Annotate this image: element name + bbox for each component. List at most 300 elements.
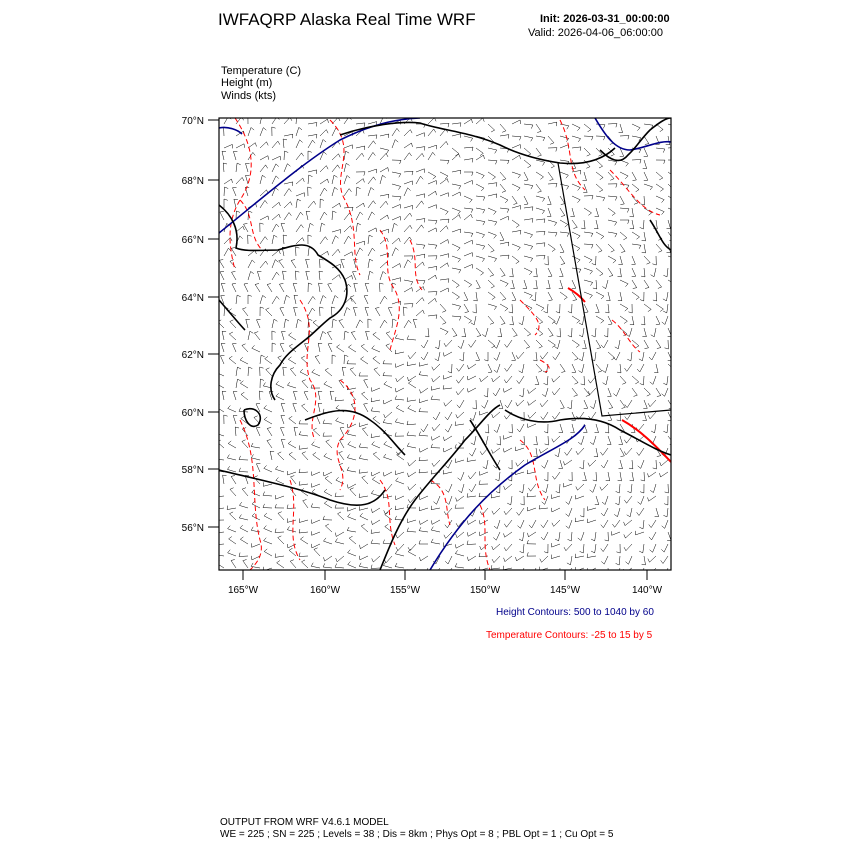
wind-barb (428, 145, 437, 149)
wind-barb (559, 268, 563, 277)
wind-barb (552, 472, 560, 479)
wind-barb (260, 128, 266, 136)
wind-barb (464, 232, 473, 237)
wind-barb (416, 225, 424, 232)
wind-barb (476, 232, 485, 238)
wind-barb (500, 242, 509, 246)
wind-barb (649, 352, 656, 360)
wind-barb (419, 540, 428, 544)
wind-barb (300, 537, 308, 544)
wind-barb (287, 505, 296, 509)
wind-barb (607, 436, 611, 445)
wind-barb (308, 187, 312, 196)
wind-barb (642, 556, 646, 565)
wind-barb (548, 328, 553, 337)
wind-barb (639, 352, 644, 361)
wind-barb (368, 235, 373, 244)
wind-barb (604, 328, 608, 337)
wind-barb (462, 328, 466, 337)
model-info-line2: WE = 225 ; SN = 225 ; Levels = 38 ; Dis = 8km ; Phys Opt = 8 ; PBL Opt = 1 ; Cu Opt = 5 (220, 829, 614, 840)
wind-barb (260, 295, 266, 304)
wind-barb (328, 283, 332, 292)
wind-barb (452, 268, 461, 273)
wind-barb (419, 408, 428, 412)
wind-barb (524, 232, 533, 238)
wind-barb (395, 506, 404, 510)
wind-barb (407, 432, 416, 436)
wind-barb (507, 496, 512, 505)
wind-barb (371, 520, 380, 525)
wind-barb (644, 148, 648, 157)
wind-barb (404, 304, 413, 308)
wind-barb (383, 472, 392, 476)
wind-barb (624, 448, 632, 455)
wind-barb (236, 163, 241, 172)
wind-barb (432, 364, 440, 370)
wind-barb (332, 275, 340, 280)
wind-barb (264, 465, 272, 472)
wind-barb (308, 134, 317, 138)
wind-barb (224, 144, 233, 148)
wind-barb (608, 316, 612, 325)
wind-barb (306, 271, 310, 280)
wind-barb (392, 160, 401, 164)
wind-barb (503, 566, 512, 570)
wind-barb (588, 388, 596, 395)
wind-barb (408, 544, 416, 551)
wind-barb (455, 550, 464, 556)
wind-barb (440, 172, 448, 179)
wind-barb (640, 484, 644, 493)
wind-barb (494, 340, 500, 348)
wind-barb (432, 424, 440, 431)
wind-barb (260, 200, 267, 208)
wind-barb (455, 459, 464, 463)
wind-barb (419, 371, 428, 376)
wind-barb (416, 201, 424, 208)
wind-barb (372, 346, 380, 353)
wind-barb (431, 520, 440, 524)
wind-barb (656, 244, 662, 252)
wind-barb (488, 256, 497, 262)
wind-barb (380, 296, 387, 304)
wind-barb (464, 316, 472, 323)
wind-barb (548, 340, 555, 348)
wind-barb (524, 328, 531, 336)
wind-barb (404, 256, 413, 260)
wind-barb (518, 520, 525, 528)
wind-barb (351, 332, 356, 341)
lon-label-155: 155°W (389, 585, 421, 596)
wind-barb (626, 328, 632, 337)
wind-barb (536, 340, 542, 348)
wind-barb (299, 553, 308, 557)
wind-barb (663, 376, 668, 385)
wind-barb (632, 232, 640, 239)
wind-barb (460, 352, 465, 361)
wind-barb (431, 396, 440, 400)
wind-barb (332, 187, 338, 196)
wind-barb (431, 480, 440, 484)
wind-barb (428, 275, 437, 280)
wind-barb (248, 128, 254, 137)
wind-barb (555, 532, 560, 541)
wind-barb (457, 400, 464, 408)
wind-barb (272, 164, 279, 172)
wind-barb (279, 283, 284, 292)
wind-barb (464, 159, 473, 163)
wind-barb (495, 472, 500, 481)
wind-barb (239, 502, 248, 508)
wind-barb (548, 268, 552, 277)
wind-barb (359, 556, 368, 560)
wind-barb (630, 208, 634, 217)
wind-barb (570, 208, 574, 217)
wind-barb (476, 118, 484, 124)
wind-barb (223, 163, 227, 172)
wind-barb (584, 124, 591, 132)
wind-barb (267, 428, 272, 437)
wind-barb (228, 441, 236, 448)
wind-barb (275, 504, 284, 508)
wind-barb (516, 400, 524, 406)
wind-barb (216, 381, 224, 388)
wind-barb (547, 196, 551, 205)
wind-barb (236, 367, 241, 376)
wind-barb (296, 115, 300, 124)
wind-barb (280, 307, 284, 316)
wind-barb (308, 235, 312, 244)
wind-barb (470, 412, 476, 421)
wind-barb (640, 220, 644, 229)
wind-barb (605, 304, 609, 313)
wind-barb (536, 255, 545, 259)
wind-barb (248, 260, 255, 268)
wind-barb (364, 379, 368, 388)
wind-barb (392, 196, 401, 200)
wind-barb (444, 568, 452, 575)
wind-barb (272, 235, 277, 244)
wind-barb (407, 362, 416, 366)
wind-barb (637, 448, 644, 456)
wind-barb (596, 340, 601, 349)
wind-barb (536, 160, 545, 166)
wind-barb (488, 292, 495, 300)
wind-barb (320, 223, 325, 232)
wind-barb (240, 381, 248, 388)
wind-barb (524, 160, 531, 168)
wind-barb (239, 468, 248, 472)
wind-barb (344, 331, 349, 340)
wind-barb (248, 235, 252, 244)
wind-barb (541, 520, 548, 528)
wind-barb (602, 364, 608, 373)
wind-barb (512, 352, 516, 361)
wind-barb (618, 292, 622, 301)
wind-barb (408, 484, 416, 490)
wind-barb (504, 376, 512, 383)
wind-barb (545, 436, 549, 445)
wind-barb (572, 388, 578, 396)
wind-barb (404, 153, 412, 160)
wind-barb (306, 259, 310, 268)
wind-barb (664, 496, 668, 505)
wind-barb (452, 184, 461, 189)
wind-barb (593, 472, 597, 481)
wind-barb (408, 460, 416, 466)
wind-barb (325, 524, 332, 532)
wind-barb (503, 388, 512, 392)
wind-barb (567, 400, 572, 409)
wind-barb (536, 148, 541, 156)
wind-barb (264, 549, 272, 556)
wind-barb (662, 520, 668, 528)
wind-barb (356, 212, 363, 220)
lat-ticks (208, 120, 219, 527)
wind-barb (500, 216, 509, 220)
wind-barb (580, 508, 584, 517)
wind-barb (395, 396, 404, 400)
wind-barb (371, 472, 380, 476)
wind-barb (594, 448, 598, 457)
wind-barb (591, 532, 596, 541)
wind-barb (660, 460, 668, 466)
wind-barb (516, 447, 525, 451)
wind-barb (396, 376, 404, 382)
wind-barb (582, 340, 586, 349)
wind-barb (260, 379, 264, 388)
wind-barb (320, 179, 329, 184)
wind-barb (320, 166, 328, 172)
wind-barb (359, 469, 368, 473)
wind-barb (302, 560, 309, 568)
wind-barb (356, 320, 363, 328)
wind-barb (536, 219, 545, 223)
wind-barb (344, 308, 350, 317)
wind-barb (544, 472, 548, 481)
wind-barb (311, 531, 320, 535)
wind-barb (241, 392, 248, 400)
wind-barb (296, 153, 304, 160)
wind-barb (239, 456, 248, 460)
wind-barb (404, 213, 412, 220)
wind-barb (277, 561, 284, 569)
wind-barb (524, 124, 533, 129)
wind-barb (649, 520, 656, 528)
wind-barb (528, 484, 536, 491)
wind-barb (612, 520, 620, 527)
wind-barb (654, 364, 658, 373)
wind-barb (289, 452, 296, 460)
wind-barb (264, 513, 272, 520)
wind-barb (467, 493, 476, 497)
wind-barb (260, 165, 268, 172)
wind-barb (668, 196, 676, 203)
wind-barb (452, 280, 459, 288)
wind-barb (469, 484, 476, 492)
wind-barb (440, 263, 449, 268)
wind-barb (520, 496, 524, 505)
wind-barb (632, 172, 636, 181)
wind-barb (527, 540, 536, 544)
wind-barb (234, 199, 238, 208)
wind-barb (260, 367, 264, 376)
wind-barb (312, 369, 320, 376)
wind-barb (384, 381, 392, 388)
wind-barb (488, 148, 497, 153)
lat-label-58: 58°N (181, 465, 204, 476)
wind-barb (371, 387, 380, 391)
wind-barb (308, 296, 315, 304)
wind-barb (627, 352, 632, 361)
wind-barb (332, 154, 340, 160)
wind-barb (264, 538, 272, 544)
wind-barb (384, 441, 392, 448)
wind-barb (479, 471, 488, 475)
wind-barb (584, 268, 593, 274)
wind-barb (233, 151, 237, 160)
wind-barb (421, 340, 428, 348)
wind-barb (383, 419, 392, 424)
wind-barb (232, 343, 236, 352)
wind-barb (365, 284, 369, 293)
wind-barb (639, 544, 644, 553)
wind-barb (419, 469, 428, 473)
wind-barb (395, 432, 404, 436)
wind-barb (641, 316, 645, 325)
wind-barb (408, 381, 416, 388)
wind-barb (488, 208, 496, 215)
wind-barb (644, 280, 649, 289)
wind-barb (500, 196, 508, 203)
wind-barb (524, 219, 533, 223)
wind-barb (637, 364, 644, 372)
wind-barb (279, 260, 284, 269)
wind-barb (552, 388, 560, 395)
wind-barb (260, 237, 268, 244)
wind-barb (601, 556, 608, 564)
wind-barb (564, 460, 573, 465)
wind-barb (619, 460, 623, 469)
wind-barb (296, 238, 304, 244)
wind-barb (493, 388, 500, 396)
wind-barb (293, 404, 297, 413)
wind-barb (295, 271, 299, 280)
wind-barb (572, 184, 580, 191)
wind-barb (302, 404, 309, 412)
wind-barb (431, 436, 440, 440)
wind-barb (440, 123, 449, 127)
wind-barb (548, 244, 555, 252)
wind-barb (600, 448, 608, 455)
wind-barb (280, 427, 284, 436)
wind-barb (648, 568, 656, 575)
wind-barb (320, 296, 326, 305)
wind-barb (260, 355, 265, 364)
wind-barb (220, 355, 224, 364)
wind-barb (308, 308, 315, 316)
wind-barb (524, 172, 528, 181)
field-height: Height (m) (221, 77, 273, 89)
wind-barb (239, 553, 248, 557)
wind-barb (476, 280, 480, 289)
wind-barb (332, 165, 340, 172)
wind-barb (383, 372, 392, 376)
wind-barb (542, 460, 549, 468)
wind-barb (488, 316, 494, 324)
wind-barb (568, 328, 572, 337)
wind-barb (420, 556, 429, 561)
wind-barb (464, 253, 473, 257)
wind-barb (236, 226, 244, 232)
wind-barb (642, 328, 646, 337)
wind-barb (252, 345, 260, 352)
wind-barb (248, 115, 252, 124)
wind-barb (408, 376, 417, 381)
wind-barb (582, 472, 586, 481)
wind-barb (488, 268, 494, 276)
wind-barb (512, 256, 519, 264)
wind-barb (332, 296, 338, 305)
wind-barb (230, 488, 236, 496)
wind-barb (533, 448, 537, 457)
wind-barb (339, 452, 344, 461)
wind-barb (624, 520, 632, 526)
wind-barb (372, 477, 380, 484)
wind-barb (224, 199, 228, 208)
wind-barb (642, 232, 646, 241)
wind-barb (248, 152, 255, 160)
wind-barb (596, 268, 603, 276)
wind-barb (616, 556, 620, 565)
wind-barb (548, 172, 553, 181)
wind-barb (344, 226, 352, 232)
wind-barb (229, 356, 236, 364)
wind-barb (428, 256, 437, 260)
wind-barb (512, 184, 520, 191)
lat-label-56: 56°N (181, 523, 204, 534)
wind-barb (500, 255, 509, 259)
wind-barb (332, 236, 339, 244)
wind-barb (338, 512, 345, 520)
wind-barb (476, 244, 485, 250)
wind-barb (652, 256, 656, 265)
wind-barb (291, 260, 296, 269)
wind-barb (641, 268, 645, 277)
wind-barb (667, 220, 671, 229)
wind-barb (368, 201, 376, 208)
wind-barb (614, 508, 620, 517)
wind-barb (479, 480, 488, 484)
wind-barb (288, 357, 296, 364)
wind-barb (464, 292, 468, 301)
wind-barb (372, 556, 380, 562)
wind-barb (332, 230, 341, 234)
wind-barb (617, 412, 621, 421)
wind-barb (452, 328, 457, 337)
wind-barb (625, 400, 632, 408)
wind-barb (576, 448, 584, 455)
wind-barb (594, 220, 598, 229)
wind-barb (560, 256, 565, 265)
wind-barb (257, 319, 261, 328)
wind-barb (392, 140, 398, 148)
wind-barb (368, 212, 375, 220)
wind-barb (232, 271, 237, 280)
wind-barb (308, 223, 314, 232)
wind-barb (348, 550, 356, 556)
wind-barb (644, 172, 648, 181)
